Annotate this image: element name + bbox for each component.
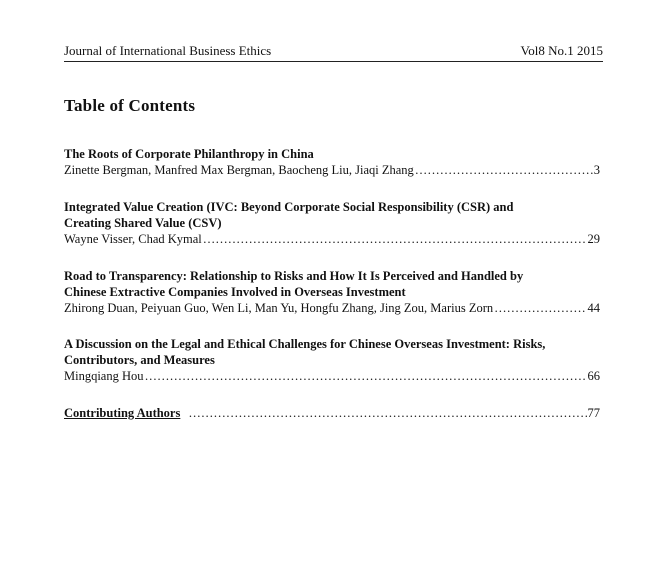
entry-authors: Zhirong Duan, Peiyuan Guo, Wen Li, Man Yu, Hongfu Zhang, Jing Zou, Marius Zorn [64, 301, 494, 315]
toc-entry[interactable] [64, 268, 600, 316]
contributing-line [64, 405, 600, 421]
dot-leader [415, 162, 593, 178]
entry-title[interactable]: A Discussion on the Legal and Ethical Challenges for Chinese Overseas Investment: Risks, [64, 337, 546, 351]
entry-authors-line [64, 368, 600, 384]
toc-entry[interactable] [64, 336, 600, 384]
dot-leader [188, 405, 586, 421]
volume-issue: Vol8 No.1 2015 [520, 43, 603, 58]
dot-leader [203, 231, 587, 247]
entry-authors: Wayne Visser, Chad Kymal [64, 232, 202, 246]
entry-authors: Mingqiang Hou [64, 369, 144, 383]
running-header [64, 43, 603, 62]
toc-entry-contributing[interactable] [64, 405, 600, 421]
entry-title[interactable]: Road to Transparency: Relationship to Risks and How It Is Perceived and Handled by [64, 269, 524, 283]
entry-page-number: 44 [587, 301, 600, 315]
entry-page-number: 77 [587, 406, 600, 420]
entry-page-number: 3 [593, 163, 600, 177]
entry-authors: Zinette Bergman, Manfred Max Bergman, Baocheng Liu, Jiaqi Zhang [64, 163, 414, 177]
entry-title-continued[interactable]: Contributors, and Measures [64, 353, 215, 367]
entry-title[interactable]: The Roots of Corporate Philanthropy in China [64, 147, 314, 161]
entry-title-continued[interactable]: Chinese Extractive Companies Involved in Overseas Investment [64, 285, 406, 299]
dot-leader [145, 368, 587, 384]
entry-authors-line [64, 231, 600, 247]
journal-name: Journal of International Business Ethics [64, 43, 272, 58]
entry-authors-line [64, 162, 600, 178]
entry-title-continued[interactable]: Creating Shared Value (CSV) [64, 216, 222, 230]
toc-entry[interactable] [64, 146, 600, 178]
toc-entry[interactable] [64, 199, 600, 247]
entry-title[interactable]: Integrated Value Creation (IVC: Beyond Corporate Social Responsibility (CSR) and [64, 200, 514, 214]
entry-page-number: 66 [587, 369, 600, 383]
contributing-authors-link[interactable]: Contributing Authors [64, 406, 181, 420]
dot-leader [494, 300, 586, 316]
entry-page-number: 29 [587, 232, 600, 246]
toc-title: Table of Contents [64, 96, 196, 115]
entry-authors-line [64, 300, 600, 316]
